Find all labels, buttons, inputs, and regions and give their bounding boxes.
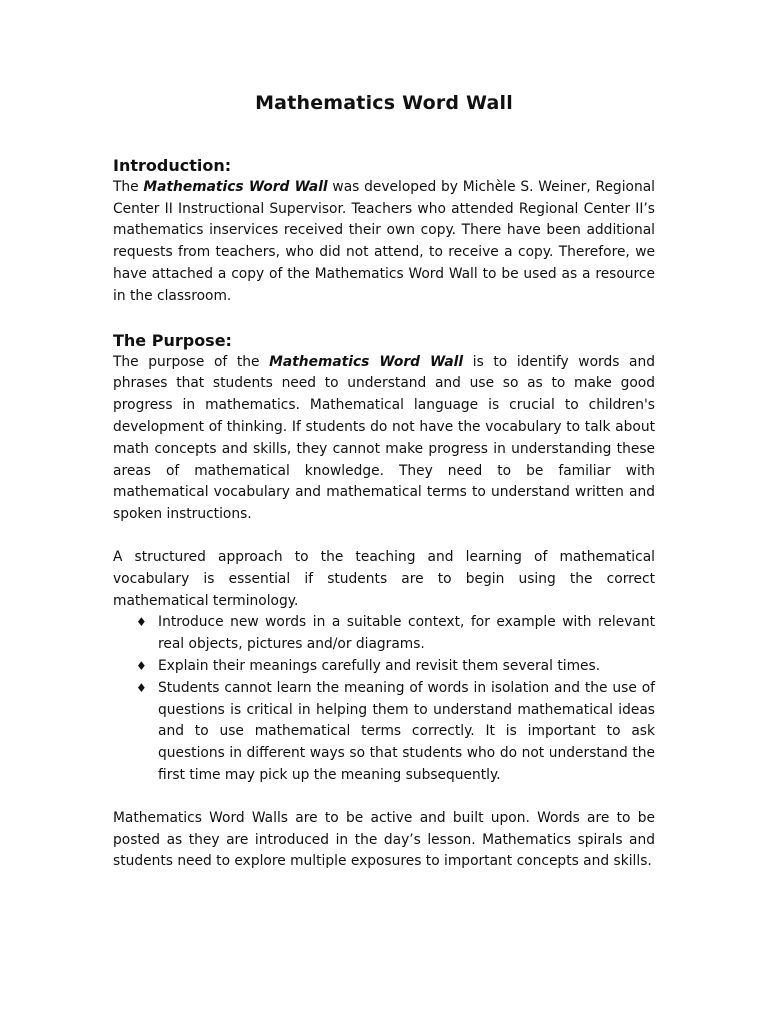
intro-emphasis-title: Mathematics Word Wall [143,178,328,195]
document-page [113,92,655,873]
purpose-heading: The Purpose: [113,330,232,350]
purpose-paragraph-3: Mathematics Word Walls are to be active and built upon. Words are to be posted as they are introduced in the day’s lesson. Mathematics spirals and students need to explore multiple exposures to important concepts and skills. [113,809,655,870]
purpose-text-start: The purpose of the [113,353,270,370]
purpose-paragraph-2: A structured approach to the teaching and learning of mathematical vocabulary is essential if students are to begin using the correct mathematical terminology. [113,548,655,609]
diamond-bullet-icon: ♦ [136,658,147,673]
bullet-text: Students cannot learn the meaning of words in isolation and the use of questions is critical in helping them to understand mathematical ideas and to use mathematical terms correctly. It is important to ask questions in different ways so that students who do not understand the first time may pick up the meaning subsequently. [158,679,655,783]
purpose-emphasis-title: Mathematics Word Wall [269,353,464,370]
bullet-text: Explain their meanings carefully and revisit them several times. [158,657,601,674]
section-spacer [113,308,655,330]
purpose-paragraph-1 [113,352,655,526]
paragraph-spacer [113,526,655,547]
intro-text-end: was developed by Michèle S. Weiner, Regional Center II Instructional Supervisor. Teachers who attended Regional Center II’s mathematics inservices received their own copy. There have been additional requests from teachers, who did not attend, to receive a copy. Therefore, we have attached a copy of the Mathematics Word Wall to be used as a resource in the classroom. [113,178,655,304]
paragraph-spacer [113,787,655,808]
document-title: Mathematics Word Wall [255,92,513,114]
purpose-text-end: is to identify words and phrases that students need to understand and use so as to make good progress in mathematics. Mathematical language is crucial to children's development of thinking. If students do not have the vocabulary to talk about math concepts and skills, they cannot make progress in understanding these areas of mathematical knowledge. They need to be familiar with mathematical vocabulary and mathematical terms to understand written and spoken instructions. [113,353,655,523]
bullet-list [113,612,655,786]
intro-text-start: The [113,178,144,195]
introduction-paragraph [113,177,655,308]
list-item [113,678,655,787]
introduction-heading: Introduction: [113,155,232,175]
diamond-bullet-icon: ♦ [136,680,147,695]
list-item [113,656,655,678]
list-item [113,612,655,656]
diamond-bullet-icon: ♦ [136,615,147,630]
bullet-text: Introduce new words in a suitable context, for example with relevant real objects, pictures and/or diagrams. [158,614,655,653]
